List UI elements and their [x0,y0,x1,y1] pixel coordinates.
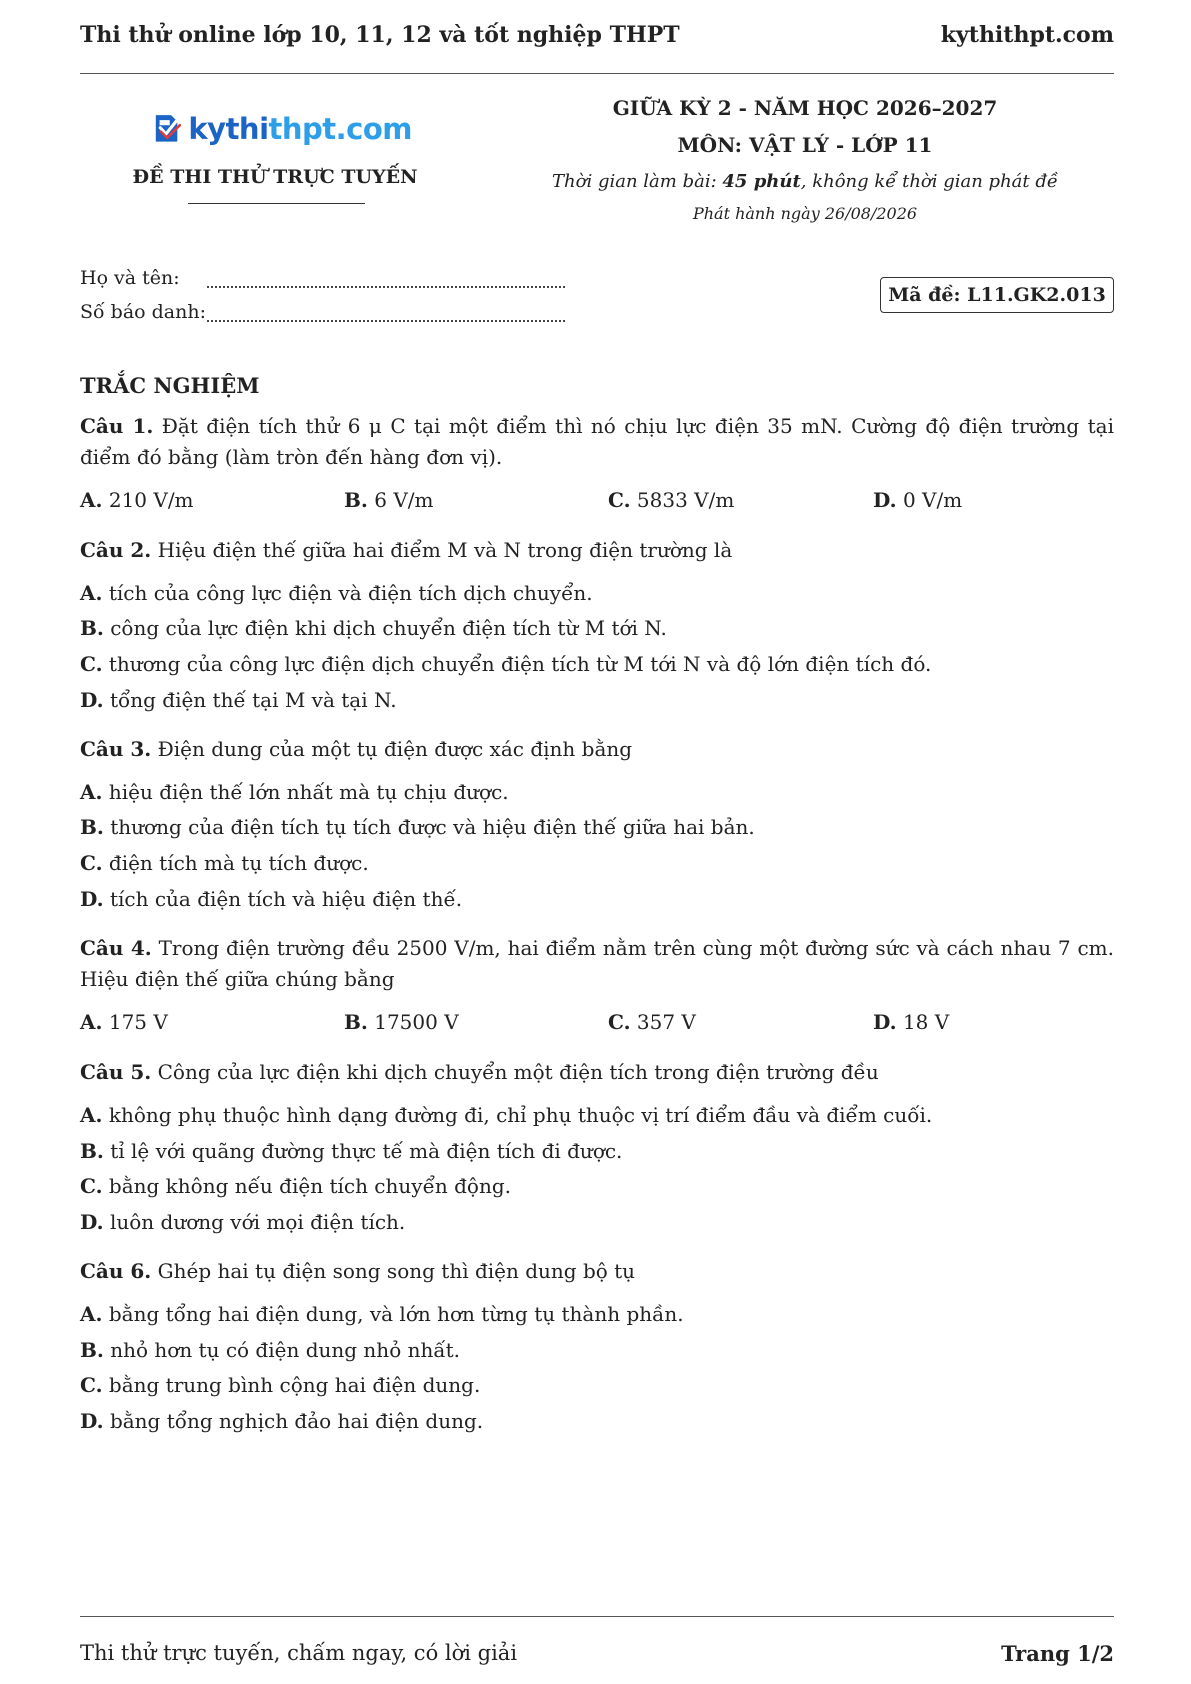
exam-time-value: 45 phút [722,171,801,192]
question-5 [80,1057,1114,1088]
option-letter: C. [80,851,103,875]
option-letter: A. [80,780,103,804]
option-letter: D. [873,488,897,512]
option-text: không phụ thuộc hình dạng đường đi, chỉ phụ thuộc vị trí điểm đầu và điểm cuối. [108,1103,933,1127]
subtitle-underline [188,203,365,204]
option-letter: B. [80,1338,104,1362]
option-letter: C. [608,1010,631,1034]
option-text: tổng điện thế tại M và tại N. [109,688,397,712]
section-title: TRẮC NGHIỆM [80,373,260,398]
exam-release-date: Phát hành ngày 26/08/2026 [692,204,918,223]
option-letter: A. [80,1302,103,1326]
option-letter: B. [344,1010,368,1034]
option-1d[interactable] [873,488,962,512]
option-text: bằng tổng hai điện dung, và lớn hơn từng tụ thành phần. [108,1302,684,1326]
option-text: 0 V/m [902,488,963,512]
option-letter: C. [608,488,631,512]
option-5b[interactable] [80,1139,622,1163]
question-label: Câu 6. [80,1259,152,1283]
option-2c[interactable] [80,652,931,676]
option-2d[interactable] [80,688,397,712]
header-site[interactable]: kythithpt.com [940,22,1114,48]
option-4a[interactable] [80,1010,168,1034]
question-label: Câu 4. [80,936,152,960]
option-letter: B. [80,1139,104,1163]
question-label: Câu 1. [80,414,154,438]
option-letter: D. [80,688,104,712]
logo-text [188,112,412,146]
option-letter: A. [80,1103,103,1127]
question-text: Điện dung của một tụ điện được xác định bằng [157,737,633,761]
option-text: 6 V/m [374,488,434,512]
option-text: 175 V [108,1010,168,1034]
footer-tagline: Thi thử trực tuyến, chấm ngay, có lời giải [80,1641,518,1665]
option-text: bằng tổng nghịch đảo hai điện dung. [109,1409,484,1433]
option-letter: C. [80,652,103,676]
header-title: Thi thử online lớp 10, 11, 12 và tốt nghiệp THPT [80,22,680,48]
logo-doc-icon [152,103,182,155]
option-letter: B. [344,488,368,512]
option-text: công của lực điện khi dịch chuyển điện tích từ M tới N. [110,616,667,640]
logo-text-part2: thpt.com [268,112,412,146]
option-letter: A. [80,1010,103,1034]
option-6d[interactable] [80,1409,483,1433]
question-6 [80,1256,1114,1287]
option-6b[interactable] [80,1338,460,1362]
option-5a[interactable] [80,1103,932,1127]
option-5d[interactable] [80,1210,405,1234]
option-letter: C. [80,1174,103,1198]
question-4 [80,933,1114,995]
option-text: tỉ lệ với quãng đường thực tế mà điện tích đi được. [110,1139,623,1163]
option-text: 17500 V [374,1010,459,1034]
option-1a[interactable] [80,488,194,512]
option-3a[interactable] [80,780,509,804]
footer-divider [80,1616,1114,1617]
option-text: 210 V/m [108,488,194,512]
question-1 [80,411,1114,473]
question-3 [80,734,1114,765]
exam-subject: MÔN: VẬT LÝ - LỚP 11 [677,133,933,157]
option-letter: B. [80,616,104,640]
question-text: Ghép hai tụ điện song song thì điện dung bộ tụ [157,1259,636,1283]
option-text: điện tích mà tụ tích được. [108,851,369,875]
option-text: luôn dương với mọi điện tích. [109,1210,406,1234]
option-letter: D. [80,887,104,911]
question-text: Hiệu điện thế giữa hai điểm M và N trong điện trường là [157,538,733,562]
exam-time [530,171,1080,192]
question-2 [80,535,1114,566]
option-letter: D. [80,1210,104,1234]
option-text: bằng trung bình cộng hai điện dung. [108,1373,481,1397]
header-divider [80,73,1114,74]
option-text: thương của công lực điện dịch chuyển điện tích từ M tới N và độ lớn điện tích đó. [108,652,932,676]
question-label: Câu 3. [80,737,152,761]
option-3d[interactable] [80,887,462,911]
subtitle: ĐỀ THI THỬ TRỰC TUYẾN [132,166,418,188]
name-field[interactable] [207,286,565,288]
option-letter: D. [873,1010,897,1034]
question-label: Câu 5. [80,1060,152,1084]
option-4d[interactable] [873,1010,949,1034]
question-text: Công của lực điện khi dịch chuyển một điện tích trong điện trường đều [157,1060,879,1084]
option-letter: B. [80,815,104,839]
option-letter: A. [80,581,103,605]
id-field[interactable] [207,320,565,322]
option-3b[interactable] [80,815,755,839]
option-letter: C. [80,1373,103,1397]
option-2a[interactable] [80,581,593,605]
question-label: Câu 2. [80,538,152,562]
option-5c[interactable] [80,1174,511,1198]
option-4b[interactable] [344,1010,459,1034]
option-text: hiệu điện thế lớn nhất mà tụ chịu được. [108,780,509,804]
option-2b[interactable] [80,616,667,640]
name-label: Họ và tên: [80,267,180,289]
exam-time-suffix: , không kể thời gian phát đề [800,171,1058,192]
option-6a[interactable] [80,1302,684,1326]
exam-code-badge: Mã đề: L11.GK2.013 [880,277,1114,313]
id-label: Số báo danh: [80,301,207,323]
option-1b[interactable] [344,488,433,512]
option-letter: D. [80,1409,104,1433]
option-6c[interactable] [80,1373,480,1397]
logo [152,100,412,158]
question-text: Đặt điện tích thử 6 μ C tại một điểm thì nó chịu lực điện 35 mN. Cường độ điện trường tại điểm đó bằng (làm tròn đến hàng đơn vị). [80,414,1114,469]
option-text: thương của điện tích tụ tích được và hiệu điện thế giữa hai bản. [110,815,755,839]
option-4c[interactable] [608,1010,696,1034]
option-text: nhỏ hơn tụ có điện dung nhỏ nhất. [110,1338,460,1362]
option-text: bằng không nếu điện tích chuyển động. [108,1174,511,1198]
page-number: Trang 1/2 [1001,1641,1114,1666]
option-3c[interactable] [80,851,369,875]
option-text: 357 V [636,1010,696,1034]
exam-time-prefix: Thời gian làm bài: [552,171,723,192]
option-text: 18 V [902,1010,950,1034]
logo-text-part1: kythi [188,112,269,146]
option-text: 5833 V/m [636,488,735,512]
question-text: Trong điện trường đều 2500 V/m, hai điểm nằm trên cùng một đường sức và cách nhau 7 cm. Hiệu điện thế giữa chúng bằng [80,936,1115,991]
option-text: tích của công lực điện và điện tích dịch chuyển. [108,581,593,605]
option-letter: A. [80,488,103,512]
option-text: tích của điện tích và hiệu điện thế. [109,887,463,911]
exam-term: GIỮA KỲ 2 - NĂM HỌC 2026–2027 [612,96,998,120]
option-1c[interactable] [608,488,734,512]
